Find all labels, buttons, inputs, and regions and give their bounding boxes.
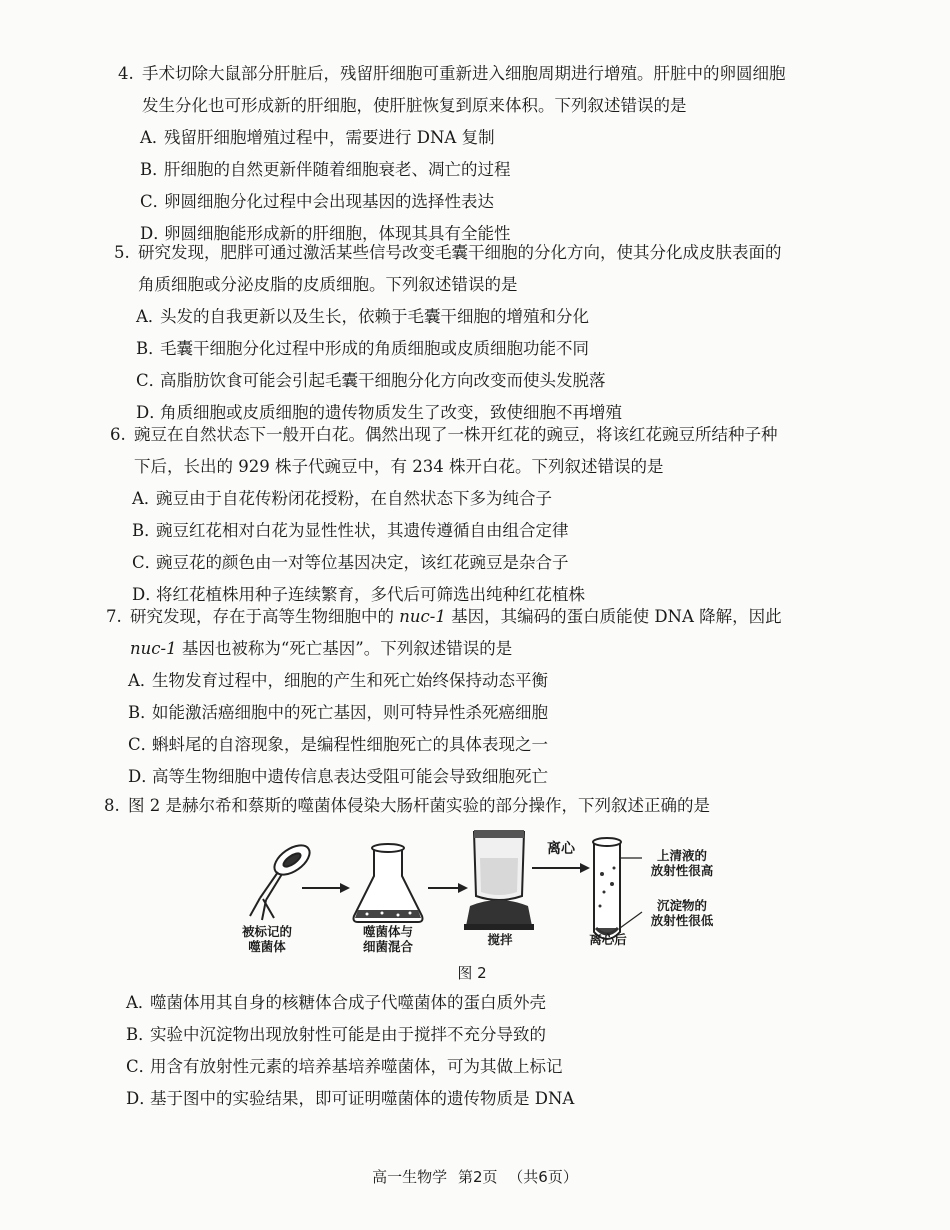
- option-d: D．卵圆细胞能形成新的肝细胞，体现其具有全能性: [140, 224, 511, 243]
- option-a: A．噬菌体用其自身的核糖体合成子代噬菌体的蛋白质外壳: [126, 993, 546, 1012]
- option-b: B．如能激活癌细胞中的死亡基因，则可特异性杀死癌细胞: [128, 703, 548, 722]
- arrow-icon: [428, 883, 468, 893]
- question-8: [104, 790, 710, 822]
- question-stem-line: 角质细胞或分泌皮脂的皮质细胞。下列叙述错误的是: [138, 275, 518, 294]
- option-a: A．豌豆由于自花传粉闭花授粉，在自然状态下多为纯合子: [132, 489, 552, 508]
- pointer-line: [620, 858, 642, 928]
- question-6: [110, 419, 778, 611]
- option-d: D．高等生物细胞中遗传信息表达受阻可能会导致细胞死亡: [128, 767, 548, 786]
- question-stem-line: 下后，长出的 929 株子代豌豆中，有 234 株开白花。下列叙述错误的是: [134, 457, 664, 476]
- footer-subject: 高一生物学: [372, 1168, 448, 1186]
- question-5: [114, 237, 782, 429]
- option-d: D．将红花植株用种子连续繁育，多代后可筛选出纯种红花植株: [132, 585, 585, 604]
- option-b: B．毛囊干细胞分化过程中形成的角质细胞或皮质细胞功能不同: [136, 339, 589, 358]
- option-b: B．实验中沉淀物出现放射性可能是由于搅拌不充分导致的: [126, 1025, 546, 1044]
- option-d: D．角质细胞或皮质细胞的遗传物质发生了改变，致使细胞不再增殖: [136, 403, 622, 422]
- label-centrifuge: 离心: [547, 841, 575, 857]
- option-c: C．卵圆细胞分化过程中会出现基因的选择性表达: [140, 192, 494, 211]
- option-b: B．肝细胞的自然更新伴随着细胞衰老、凋亡的过程: [140, 160, 511, 179]
- figure-2-diagram: [232, 828, 732, 978]
- option-d: D．基于图中的实验结果，即可证明噬菌体的遗传物质是 DNA: [126, 1089, 575, 1108]
- question-7: [106, 601, 782, 793]
- option-a: A．残留肝细胞增殖过程中，需要进行 DNA 复制: [140, 128, 495, 147]
- label-sediment: 沉淀物的 放射性很低: [650, 898, 714, 928]
- label-flask: 噬菌体与 细菌混合: [362, 924, 413, 954]
- page-footer: [0, 1166, 950, 1187]
- footer-total-pages: （共6页）: [508, 1168, 578, 1186]
- question-number: 7.: [106, 607, 122, 626]
- option-c: C．高脂肪饮食可能会引起毛囊干细胞分化方向改变而使头发脱落: [136, 371, 606, 390]
- question-stem-line: 发生分化也可形成新的肝细胞，使肝脏恢复到原来体积。下列叙述错误的是: [142, 96, 687, 115]
- question-number: 4.: [118, 64, 134, 83]
- question-stem-line: 8. 图 2 是赫尔希和蔡斯的噬菌体侵染大肠杆菌实验的部分操作，下列叙述正确的是: [104, 790, 710, 822]
- gene-name: nuc-1: [399, 607, 446, 626]
- option-c: C．蝌蚪尾的自溶现象，是编程性细胞死亡的具体表现之一: [128, 735, 548, 754]
- figure-caption: 图 2: [457, 964, 487, 982]
- option-a: A．头发的自我更新以及生长，依赖于毛囊干细胞的增殖和分化: [136, 307, 589, 326]
- question-stem-line: 7. 研究发现，存在于高等生物细胞中的 nuc-1 基因，其编码的蛋白质能使 DNA 降解，因此: [106, 601, 782, 633]
- question-8-options: [104, 987, 574, 1115]
- question-stem-line: nuc-1 基因也被称为“死亡基因”。下列叙述错误的是: [130, 639, 513, 658]
- question-4: [118, 58, 786, 250]
- question-stem-line: 6. 豌豆在自然状态下一般开白花。偶然出现了一株开红花的豌豆，将该红花豌豆所结种子种: [110, 419, 778, 451]
- gene-name: nuc-1: [130, 639, 177, 658]
- arrow-icon: [532, 863, 590, 873]
- flask-icon: [354, 844, 423, 922]
- option-a: A．生物发育过程中，细胞的产生和死亡始终保持动态平衡: [128, 671, 548, 690]
- question-number: 5.: [114, 243, 130, 262]
- label-after-centrifuge: 离心后: [589, 932, 627, 947]
- phage-icon: [250, 840, 315, 920]
- arrow-icon: [302, 883, 350, 893]
- option-b: B．豌豆红花相对白花为显性性状，其遗传遵循自由组合定律: [132, 521, 569, 540]
- test-tube-icon: [593, 838, 621, 939]
- label-phage: 被标记的 噬菌体: [241, 924, 292, 954]
- question-number: 8.: [104, 796, 120, 815]
- label-blender: 搅拌: [487, 932, 513, 947]
- blender-icon: [464, 830, 534, 930]
- option-c: C．用含有放射性元素的培养基培养噬菌体，可为其做上标记: [126, 1057, 563, 1076]
- question-number: 6.: [110, 425, 126, 444]
- question-stem-line: 5. 研究发现，肥胖可通过激活某些信号改变毛囊干细胞的分化方向，使其分化成皮肤表面的: [114, 237, 782, 269]
- label-supernatant: 上清液的 放射性很高: [650, 848, 714, 878]
- footer-page-number: 第2页: [457, 1168, 498, 1186]
- question-stem-line: 4. 手术切除大鼠部分肝脏后，残留肝细胞可重新进入细胞周期进行增殖。肝脏中的卵圆细胞: [118, 58, 786, 90]
- option-c: C．豌豆花的颜色由一对等位基因决定，该红花豌豆是杂合子: [132, 553, 569, 572]
